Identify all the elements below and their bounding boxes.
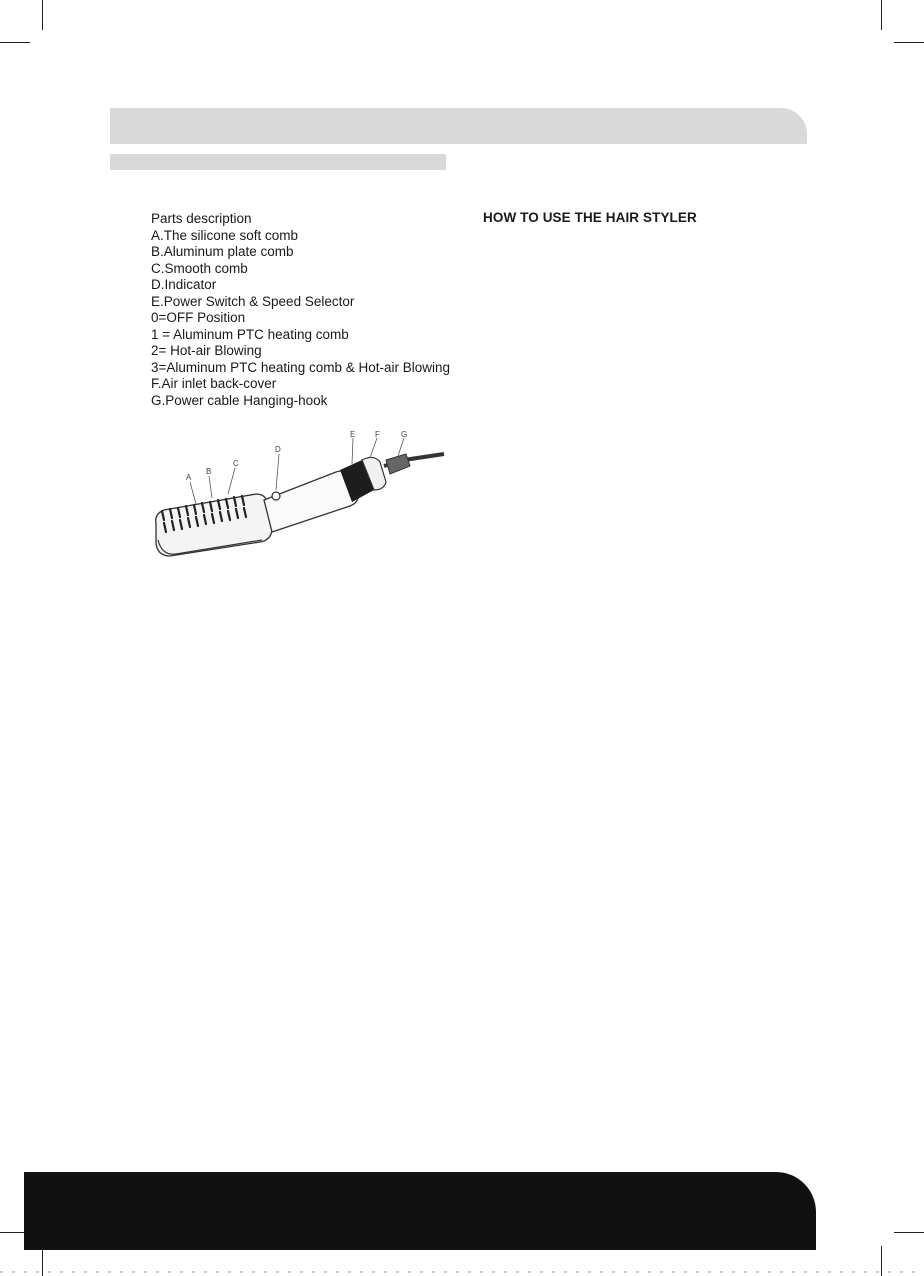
- crop-mark: [42, 0, 43, 30]
- list-item: 2= Hot-air Blowing: [151, 343, 262, 358]
- parts-list: [151, 228, 471, 410]
- list-item: 1 = Aluminum PTC heating comb: [151, 326, 349, 342]
- list-item: A.The silicone soft comb: [151, 227, 299, 243]
- callout-g: G: [401, 430, 408, 439]
- callout-a: A: [186, 473, 192, 482]
- cable-hook: [386, 454, 410, 474]
- crop-mark: [894, 42, 924, 43]
- list-item: G.Power cable Hanging-hook: [151, 392, 328, 408]
- how-to-heading: HOW TO USE THE HAIR STYLER: [483, 210, 697, 225]
- list-item: 0=OFF Position: [151, 310, 246, 325]
- callout-d: D: [275, 445, 281, 454]
- list-item: E.Power Switch & Speed Selector: [151, 293, 355, 309]
- callout-e: E: [350, 430, 356, 439]
- callout-f: F: [375, 430, 380, 439]
- crop-mark: [0, 42, 30, 43]
- list-item: C.Smooth comb: [151, 260, 248, 276]
- list-item: 3=Aluminum PTC heating comb & Hot-air Blowing: [151, 359, 451, 375]
- parts-heading: Parts description: [151, 211, 252, 226]
- footer-bar: [24, 1172, 816, 1250]
- header-bar: [110, 108, 807, 144]
- registration-dashes: [0, 1268, 924, 1276]
- list-item: B.Aluminum plate comb: [151, 244, 294, 259]
- subheader-bar: [110, 154, 446, 170]
- callout-b: B: [206, 467, 212, 476]
- list-item: F.Air inlet back-cover: [151, 376, 277, 391]
- indicator-light: [272, 492, 280, 500]
- callout-c: C: [233, 459, 239, 468]
- list-item: D.Indicator: [151, 277, 217, 292]
- parts-description: [151, 211, 471, 409]
- crop-mark: [894, 1232, 924, 1233]
- crop-mark: [881, 0, 882, 30]
- hair-styler-illustration: [148, 428, 448, 568]
